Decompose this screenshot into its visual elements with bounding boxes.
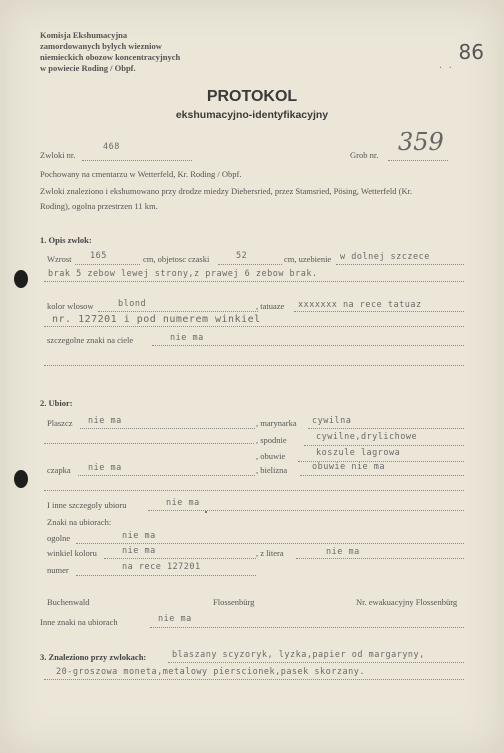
- burial-place-text: Pochowany na cmentarzu w Wetterfeld, Kr. Roding / Obpf.: [40, 169, 242, 179]
- coat-label: Plaszcz: [47, 418, 73, 428]
- exhumation-location-text: Zwloki znaleziono i ekshumowano przy drodze miedzy Diebersried, przez Stamsried, Pösing, Wetterfeld (Kr.: [40, 186, 413, 196]
- height-label: Wzrost: [47, 254, 72, 264]
- general-marks-value: nie ma: [122, 531, 156, 541]
- shoes-label: , obuwie: [256, 451, 286, 461]
- cap-label: czapka: [47, 465, 71, 475]
- skull-value: 52: [236, 251, 248, 261]
- found-items-value-continued: 20-groszowa moneta,metalowy pierscionek,pasek skorzany.: [56, 667, 365, 677]
- jacket-value: cywilna: [312, 416, 352, 426]
- hair-color-label: kolor wlosow: [47, 301, 94, 311]
- dentition-value-continued: brak 5 zebow lewej strony,z prawej 6 zebow brak.: [48, 269, 318, 279]
- underwear-value: obuwie nie ma: [312, 462, 386, 472]
- other-clothing-marks-value: nie ma: [158, 614, 192, 624]
- camp-buchenwald: Buchenwald: [47, 597, 90, 607]
- body-marks-label: szczegolne znaki na ciele: [47, 335, 134, 345]
- punch-hole: [14, 470, 28, 488]
- punch-hole: [14, 270, 28, 288]
- winkel-color-value: nie ma: [122, 546, 156, 556]
- section3-heading: 3. Znaleziono przy zwlokach:: [40, 652, 147, 662]
- camp-flossenburg: Flossenbürg: [213, 597, 255, 607]
- clothing-marks-heading: Znaki na ubiorach:: [47, 517, 112, 527]
- height-value: 165: [90, 251, 107, 261]
- header-line: w powiecie Roding / Obpf.: [40, 63, 136, 73]
- number-value: na rece 127201: [122, 562, 201, 572]
- cap-value: nie ma: [88, 463, 122, 473]
- dentition-value: w dolnej szczece: [340, 252, 430, 262]
- body-number-value: 468: [103, 142, 120, 152]
- underwear-label: , bielizna: [256, 465, 288, 475]
- body-marks-value: nie ma: [170, 333, 204, 343]
- other-clothing-marks-label: Inne znaki na ubiorach: [40, 617, 118, 627]
- number-label: numer: [47, 565, 69, 575]
- tattoo-value-continued: nr. 127201 i pod numerem winkiel: [52, 314, 261, 325]
- page-number: 86: [458, 40, 484, 64]
- evacuation-number-label: Nr. ewakuacyjny Flossenbürg: [356, 597, 458, 607]
- tattoo-value: xxxxxxx na rece tatuaz: [298, 300, 422, 310]
- dentition-label: cm, uzebienie: [284, 254, 332, 264]
- hair-color-value: blond: [118, 299, 147, 309]
- exhumation-distance-text: Roding), ogolna przestrzen 11 km.: [40, 201, 158, 211]
- trousers-label: , spodnie: [256, 435, 287, 445]
- tattoo-label: , tatuaze: [256, 301, 285, 311]
- grave-number-value: 359: [398, 128, 444, 156]
- coat-value: nie ma: [88, 416, 122, 426]
- found-items-value: blaszany scyzoryk, lyzka,papier od margaryny,: [172, 650, 425, 660]
- skull-label: cm, objetosc czaski: [143, 254, 210, 264]
- trousers-value: cywilne,drylichowe: [316, 432, 418, 442]
- general-marks-label: ogolne: [47, 533, 71, 543]
- section2-heading: 2. Ubior:: [40, 398, 73, 408]
- header-line: zamordowanych bylych wiezniow: [40, 41, 162, 51]
- document-subtitle: ekshumacyjno-identyfikacyjny: [175, 109, 329, 121]
- header-line: Komisja Ekshumacyjna: [40, 30, 128, 40]
- body-number-label: Zwloki nr.: [40, 150, 76, 160]
- grave-number-label: Grob nr.: [350, 150, 379, 160]
- letter-label: , z litera: [256, 548, 284, 558]
- section1-heading: 1. Opis zwlok:: [40, 235, 92, 245]
- other-clothing-value: nie ma: [166, 498, 200, 508]
- other-clothing-label: I inne szczegoly ubioru: [47, 500, 127, 510]
- header-line: niemieckich obozow koncentracyjnych: [40, 52, 181, 62]
- commission-header: [40, 30, 180, 74]
- page-number-marks: · ·: [438, 63, 454, 74]
- winkel-color-label: winkiel koloru: [47, 548, 97, 558]
- letter-value: nie ma: [326, 547, 360, 557]
- document-title: PROTOKOL: [206, 88, 298, 105]
- shoes-value: koszule lagrowa: [316, 448, 401, 458]
- jacket-label: , marynarka: [256, 418, 297, 428]
